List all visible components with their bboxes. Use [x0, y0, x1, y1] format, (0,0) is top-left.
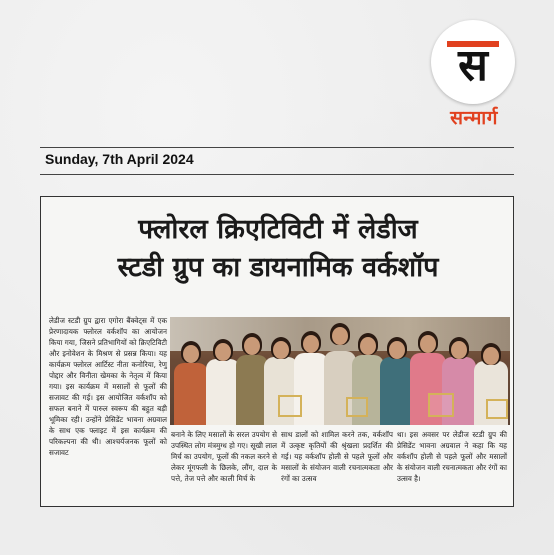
- floral-artwork-frame: [346, 397, 368, 417]
- photo-person-head: [303, 335, 319, 353]
- photo-person-head: [273, 341, 289, 359]
- date-rule-top: [40, 147, 514, 148]
- photo-person-head: [483, 347, 499, 365]
- photo-person: [380, 357, 414, 425]
- photo-person-head: [183, 345, 199, 363]
- photo-person-head: [360, 337, 376, 355]
- article-column-4: था। इस अवसर पर लेडीज स्टडी ग्रुप की प्रेसिडेंट भावना अग्रवाल ने कहा कि यह वर्कशॉप होली से पहले फूलों और मसालों के संयोजन वाली रचनात्मकता और रंगों का उत्सव है।: [397, 430, 507, 483]
- photo-person-head: [420, 335, 436, 353]
- photo-person-head: [244, 337, 260, 355]
- photo-person: [174, 363, 208, 425]
- publication-date: Sunday, 7th April 2024: [45, 151, 194, 167]
- photo-person-head: [332, 327, 348, 345]
- article-column-3: साथ डालों को शामिल करने तक, वर्कशॉप में उत्कृष्ट कृतियों की श्रृंखला प्रदर्शित की गई। यह वर्कशॉप होली से पहले फूलों और मसालों के संयोजन वाली रचनात्मकता और रंगों का उत्सव: [281, 430, 393, 483]
- group-photo: [170, 317, 510, 425]
- article-headline: [41, 211, 514, 287]
- floral-artwork-frame: [428, 393, 454, 417]
- article-column-left: लेडीज स्टडी ग्रुप द्वारा एगोरा बैंक्वेट्स में एक प्रेरणादायक फ्लोरल वर्कशॉप का आयोजन किया गया, जिसने प्रतिभागियों को क्रिएटिविटी और इनोवेशन के मिश्रण से प्रसन्न किया। यह कार्यक्रम फ्लोरल आर्टिस्ट नीता कनोरिया, रेणु पोद्दार और विनीता खेमका के नेतृत्व में किया गया। इस कार्यक्रम में मसालों से फूलों की सजावट की गई। इस आयोजित वर्कशॉप को सफल बनाने में पारुल स्वरूप की बहुत बड़ी भूमिका रही। उन्होंने प्रेसिडेंट भावना अग्रवाल के साथ एक फ्लाइट में इस कार्यक्रम की परिकल्पना की थी। आश्चर्यजनक फूलों को सजावट: [49, 316, 167, 457]
- photo-person-head: [215, 343, 231, 361]
- article-column-2: बनाने के लिए मसालों के सरल उपयोग से उपस्थित लोग मंत्रमुग्ध हो गए। सूखी लाल मिर्च का उपयोग, फूलों की नकल करने से लेकर मूंगफली के छिलके, लौंग, दाल के पत्ते, तेज पत्ते और काली मिर्च के: [171, 430, 277, 483]
- article-clipping: [40, 196, 514, 507]
- photo-person: [206, 359, 240, 425]
- newspaper-name: सन्मार्ग: [450, 107, 498, 129]
- floral-artwork-frame: [486, 399, 508, 419]
- headline-line-2: स्टडी ग्रुप का डायनामिक वर्कशॉप: [117, 252, 439, 283]
- headline-line-1: फ्लोरल क्रिएटिविटी में लेडीज: [138, 214, 418, 245]
- date-rule-bottom: [40, 174, 514, 175]
- photo-person-head: [389, 341, 405, 359]
- logo-letter: स: [458, 40, 488, 91]
- floral-artwork-frame: [278, 395, 302, 417]
- photo-person-head: [451, 341, 467, 359]
